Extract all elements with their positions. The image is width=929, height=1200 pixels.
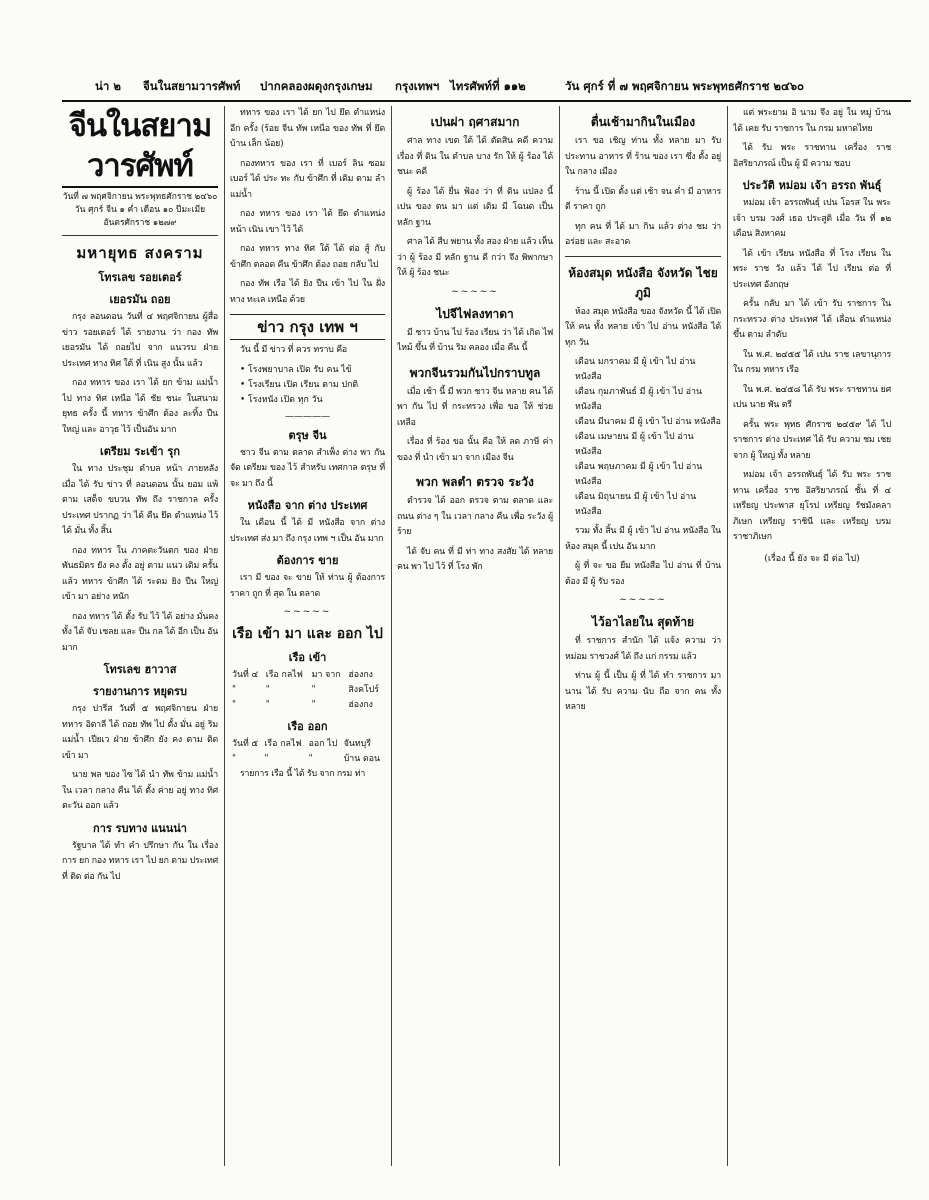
article-paragraph: กอง ทัพ เรือ ได้ ยิง ปืน เข้า ไป ใน ฝั่ง ทาง ทะเล เหนือ ด้วย <box>230 279 385 305</box>
list-item: เดือน มกราคม มี ผู้ เข้า ไป อ่าน หนังสือ <box>575 357 696 382</box>
article-paragraph: ชาว จีน ตาม ตลาด สำเพ็ง ต่าง พา กัน จัด เตรียม ของ ไว้ สำหรับ เทศกาล ตรุษ ที่ จะ มา ถึง นี้ <box>230 447 385 489</box>
header-rule <box>62 100 911 102</box>
article-paragraph: ทุก คน ที่ ได้ มา กิน แล้ว ต่าง ชม ว่า อร่อย และ สะอาด <box>565 221 721 247</box>
article-paragraph: หม่อม เจ้า อรรถพันธุ์ ได้ รับ พระ ราชทาน เครื่อง ราช อิสริยาภรณ์ ชั้น ที่ ๔ เหรียญ ประพาส ยุโรป เหรียญ รัชมังคลาภิเษก เหรียญ ราชินี และ เหรียญ บรม ราชาภิเษก <box>733 470 891 542</box>
article-paragraph: ผู้ ร้อง ได้ ยื่น ฟ้อง ว่า ที่ ดิน แปลง นี้ เปน ของ ตน มา แต่ เดิม มี โฉนด เป็น หลัก ฐาน <box>397 186 553 228</box>
article-paragraph: ได้ จับ คน ที่ มี ท่า ทาง สงสัย ได้ หลาย คน พา ไป ไว้ ที่ โรง พัก <box>397 546 553 572</box>
plan-headline: การ รบทาง แนนน่า <box>93 821 187 835</box>
foreign-mail-headline: หนังสือ จาก ต่าง ประเทศ <box>247 499 368 512</box>
list-item: • โรงหนัง เปิด ทุก วัน <box>240 394 323 405</box>
list-item: • โรงพยาบาล เปิด รับ คน ไข้ <box>240 364 352 375</box>
article-paragraph: ครั้น พระ พุทธ ศักราช ๒๔๕๙ ได้ ไป ราชการ ต่าง ประเทศ ได้ รับ ความ ชม เชย จาก ผู้ ใหญ่ ทั้ง หลาย <box>733 419 891 461</box>
ornament-divider: ~~~~~ <box>619 595 667 605</box>
article-paragraph: ได้ รับ พระ ราชทาน เครื่อง ราช อิสริยาภรณ์ เป็น ผู้ มี ความ ชอบ <box>733 143 891 169</box>
column-divider <box>391 106 392 1166</box>
column-3 <box>397 106 553 1171</box>
table-row: " " " บ้าน ดอน <box>232 754 381 764</box>
article-paragraph: วัน นี้ มี ข่าว ที่ ควร ทราบ คือ <box>240 345 347 355</box>
article-paragraph: ได้ เข้า เรียน หนังสือ ที่ โรง เรียน ใน พระ ราช วัง แล้ว ได้ ไป เรียน ต่อ ที่ ประเทศ อังกฤษ <box>733 248 891 290</box>
article-paragraph: ศาล ได้ สืบ พยาน ทั้ง สอง ฝ่าย แล้ว เห็น ว่า ผู้ ร้อง มี หลัก ฐาน ดี กว่า จึง พิพากษา ให้ ผู้ ร้อง ชนะ <box>397 237 553 278</box>
article-paragraph: ศาล ทาง เขต ใต้ ได้ ตัดสิน คดี ความ เรื่อง ที่ ดิน ใน ตำบล บาง รัก ให้ ผู้ ร้อง ได้ ชนะ คดี <box>397 136 553 177</box>
column-4 <box>565 106 721 1171</box>
issue-year: อันตรศักราช ๑๒๗๙ <box>103 218 177 228</box>
war-headline: มหายุทธ สงคราม <box>76 244 204 262</box>
library-headline: ห้องสมุด หนังสือ จังหวัด ไชยภูมิ <box>568 265 718 300</box>
biography-headline: ประวัติ หม่อม เจ้า อรรถ พันธุ์ <box>742 179 882 192</box>
fire-headline: ไปจีไฟลงทาดา <box>436 306 514 321</box>
table-row: " " " สิงคโปร์ <box>232 685 379 695</box>
header-date: วัน ศุกร์ ที่ ๗ พฤศจิกายน พระพุทธศักราช ๒๔๖๐ <box>565 79 805 93</box>
header-paper-name: จีนในสยามวารศัพท์ <box>143 79 241 93</box>
bangkok-news-list <box>230 363 385 408</box>
article-paragraph: ร้าน นี้ เปิด ตั้ง แต่ เช้า จน ค่ำ มี อาหาร ดี ราคา ถูก <box>565 186 721 212</box>
article-paragraph: รวม ทั้ง สิ้น มี ผู้ เข้า ไป อ่าน หนังสือ ใน ห้อง สมุด นี้ เปน อัน มาก <box>565 526 721 552</box>
article-paragraph: กรุง ปารีส วันที่ ๕ พฤศจิกายน ฝ่าย ทหาร อิตาลี ได้ ถอย ทัพ ไป ตั้ง มั่น อยู่ ริม แม่น้ำ เปียเว ฝ่าย ข้าศึก ยัง คง ตาม ติด เข้า มา <box>62 704 218 761</box>
table-row: วันที่ ๕ เรือ กลไฟ ออก ไป จันทบุรี <box>232 739 371 749</box>
ships-out-label: เรือ ออก <box>287 720 328 733</box>
divider <box>565 256 721 257</box>
article-paragraph: ใน พ.ศ. ๒๔๕๘ ได้ รับ พระ ราชทาน ยศ เปน นาย พัน ตรี <box>733 384 891 410</box>
article-paragraph: กอง ทหาร ได้ ตั้ง รับ ไว้ ได้ อย่าง มั่นคง ทั้ง ได้ จับ เชลย และ ปืน กล ได้ อีก เป็น อัน มาก <box>62 611 218 653</box>
article-paragraph: ครั้น กลับ มา ได้ เข้า รับ ราชการ ใน กระทรวง ต่าง ประเทศ ได้ เลื่อน ตำแหน่ง ขึ้น ตาม ลำดับ <box>733 299 891 340</box>
table-row: วันที่ ๔ เรือ กลไฟ มา จาก ฮ่องกง <box>232 670 373 680</box>
article-paragraph: แต่ พระยาม อิ นาม จึง อยู่ ใน หมู่ บ้าน ได้ เคย รับ ราชการ ใน กรม มหาดไทย <box>733 108 891 134</box>
masthead: จีนในสยามวารศัพท์ <box>62 106 218 188</box>
article-paragraph: กอง ทหาร ใน ภาคตะวันตก ของ ฝ่าย พันธมิตร ยัง คง ตั้ง อยู่ ตาม แนว เดิม ครั้น แล้ว ทหาร ข้าศึก ได้ ระดม ยิง ปืน ใหญ่ เข้า มา อย่าง หนัก <box>62 545 218 602</box>
article-paragraph: ที่ ราชการ สำนัก ได้ แจ้ง ความ ว่า หม่อม ราชวงศ์ ได้ ถึง แก่ กรรม แล้ว <box>565 636 721 662</box>
header-city: กรุงเทพฯ <box>395 79 440 93</box>
page-header <box>95 78 899 100</box>
article-paragraph: กอง ทหาร ของ เรา ได้ ยก ข้าม แม่น้ำ ไป ทาง ทิศ เหนือ ได้ ชัย ชนะ ในสนาม ยุทธ ครั้ง นี้ ทหาร ข้าศึก ต้อง ละทิ้ง ปืน ใหญ่ และ อาวุธ ไว้ เป็นอัน มาก <box>62 378 218 435</box>
article-paragraph: มี ชาว บ้าน ไป ร้อง เรียน ว่า ได้ เกิด ไฟ ไหม้ ขึ้น ที่ บ้าน ริม คลอง เมื่อ คืน นี้ <box>397 327 553 353</box>
article-paragraph: ใน เดือน นี้ ได้ มี หนังสือ จาก ต่าง ประเทศ ส่ง มา ถึง กรุง เทพ ฯ เป็น อัน มาก <box>230 518 385 544</box>
header-phone: ไทรศัพท์ที่ ๑๑๒ <box>450 79 526 93</box>
retreat-headline: เตรียม ระเข้า รุก <box>99 445 180 458</box>
article-paragraph: กอง ทหาร ของ เรา ได้ ยึด ตำแหน่ง หน้า เนิน เขา ไว้ ได้ <box>230 209 385 235</box>
ships-out-table <box>230 737 385 767</box>
article-paragraph: รายการ เรือ นี้ ได้ รับ จาก กรม ท่า <box>240 769 366 779</box>
list-item: เดือน มีนาคม มี ผู้ เข้า ไป อ่าน หนังสือ <box>575 417 721 427</box>
article-paragraph: กองทหาร ของ เรา ที่ เบอร์ ลิน ซอมเบอร์ ได้ ประ ทะ กับ ข้าศึก ที่ เดิม ตาม ลำ แม่น้ำ <box>230 158 385 200</box>
war-source: โทรเลข รอยเตอร์ <box>98 271 182 284</box>
article-paragraph: กอง ทหาร ทาง ทิศ ใต้ ได้ ต่อ สู้ กับ ข้าศึก ตลอด คืน ข้าศึก ต้อง ถอย กลับ ไป <box>230 244 385 270</box>
restaurant-headline: ตื่นเช้ามากินในเมือง <box>590 115 696 129</box>
article-paragraph: ผู้ ที่ จะ ขอ ยืม หนังสือ ไป อ่าน ที่ บ้าน ต้อง มี ผู้ รับ รอง <box>565 561 721 587</box>
article-paragraph: ใน พ.ศ. ๒๔๕๕ ได้ เปน ราช เลขานุการ ใน กรม ทหาร เรือ <box>733 349 891 375</box>
library-visits-list <box>565 355 721 520</box>
sales-headline: ต้องการ ขาย <box>276 554 339 567</box>
column-divider <box>559 106 560 1166</box>
bangkok-news-headline: ข่าว กรุง เทพ ฯ <box>230 314 385 340</box>
italy-headline: รายงานการ หยุดรบ <box>93 685 187 698</box>
chinese-petition-headline: พวกจีนรวมกันไปกราบทูล <box>409 365 541 380</box>
court-headline: เปนผ่า ฤศาสมาก <box>430 115 520 129</box>
article-paragraph: ตำรวจ ได้ ออก ตรวจ ตาม ตลาด และ ถนน ต่าง ๆ ใน เวลา กลาง คืน เพื่อ ระวัง ผู้ ร้าย <box>397 496 553 537</box>
list-item: • โรงเรียน เปิด เรียน ตาม ปกติ <box>240 379 359 390</box>
article-paragraph: กรุง ลอนดอน วันที่ ๔ พฤศจิกายน ผู้สื่อข่าว รอยเตอร์ ได้ รายงาน ว่า กอง ทัพ เยอรมัน ได้ ถอยไป จาก แนวรบ ฝ่าย ประเทศ ทาง ทิศ ใต้ ที่ เนิน สูง นั้น แล้ว <box>62 312 218 369</box>
shipping-headline: เรือ เข้า มา และ ออก ไป <box>232 626 383 642</box>
italy-source: โทรเลข ฮาวาส <box>103 663 177 676</box>
table-row: " " " ฮ่องกง <box>232 700 373 710</box>
article-paragraph: เรา ขอ เชิญ ท่าน ทั้ง หลาย มา รับ ประทาน อาหาร ที่ ร้าน ของ เรา ซึ่ง ตั้ง อยู่ ใน กลาง เมือง <box>565 136 721 177</box>
column-2 <box>230 106 385 1171</box>
ornament-divider: ~~~~~ <box>451 286 499 297</box>
list-item: เดือน เมษายน มี ผู้ เข้า ไป อ่าน หนังสือ <box>575 432 694 457</box>
obituary-headline: ไว้อาไลยใน สุดท้าย <box>591 615 695 629</box>
page-number: น่า ๒ <box>95 79 121 93</box>
article-paragraph: เรา มี ของ จะ ขาย ให้ ท่าน ผู้ ต้องการ ราคา ถูก ที่ สุด ใน ตลาด <box>230 573 385 599</box>
divider: ————— <box>285 411 330 422</box>
war-subhead: เยอรมัน ถอย <box>109 293 171 306</box>
police-headline: พวก พลตำ ตรวจ ระวัง <box>416 475 534 489</box>
article-paragraph: รัฐบาล ได้ ทำ คำ ปรึกษา กัน ใน เรื่อง การ ยก กอง ทหาร เรา ไป ยก ตาม ประเทศ ที่ ติด ต่อ กัน ไป <box>62 840 218 882</box>
article-paragraph: ใน ทาง ประชุม ตำบล หน้า ภายหลัง เมื่อ ได้ รับ ข่าว ที่ ลอนดอน นั้น ยอม แพ้ ตาม เสด็จ ขบวน ทัพ ถึง ราชกาล ครั้ง ประเทศ ปรากฏ ว่า ได้ คืน ยึด ตำแหน่ง ไว้ ได้ มั่น ทั้ง สิ้น <box>62 464 218 536</box>
article-paragraph: นาย พล ของ ไซ ได้ นำ ทัพ ข้าม แม่น้ำ ใน เวลา กลาง คืน ได้ ตั้ง ค่าย อยู่ ทาง ทิศ ตะวัน ออก แล้ว <box>62 770 218 811</box>
ornament-divider: ~~~~~ <box>283 607 332 617</box>
header-press: ปากคลองผดุงกรุงเกษม <box>260 79 373 93</box>
issue-date: วันที่ ๗ พฤศจิกายน พระพุทธศักราช ๒๔๖๐ <box>62 192 218 202</box>
continued-note: (เรื่อง นี้ ยัง จะ มี ต่อ ไป) <box>764 553 860 564</box>
article-paragraph: เมื่อ เช้า นี้ มี พวก ชาว จีน หลาย คน ได้ พา กัน ไป ที่ กระทรวง เพื่อ ขอ ให้ ช่วย เหลือ <box>397 386 553 428</box>
article-paragraph: ท่าน ผู้ นี้ เป็น ผู้ ที่ ได้ ทำ ราชการ มา นาน ได้ รับ ความ นับ ถือ จาก คน ทั้ง หลาย <box>565 671 721 712</box>
market-headline: ตรุษ จีน <box>288 428 327 442</box>
ships-in-table <box>230 668 385 713</box>
article-paragraph: เรื่อง ที่ ร้อง ขอ นั้น คือ ให้ ลด ภาษี ค่า ของ ที่ นำ เข้า มา จาก เมือง จีน <box>397 437 553 463</box>
article-paragraph: หม่อม เจ้า อรรถพันธุ์ เปน โอรส ใน พระ เจ้า บรม วงศ์ เธอ ประสูติ เมื่อ วัน ที่ ๑๒ เดือน สิงหาคม <box>733 198 891 239</box>
list-item: เดือน พฤษภาคม มี ผู้ เข้า ไป อ่าน หนังสือ <box>575 462 703 487</box>
issue-detail: วัน ศุกร์ จีน ๑ ค่ำ เดือน ๑๐ ปีมะเมีย <box>74 205 206 215</box>
ships-in-label: เรือ เข้า <box>288 651 327 664</box>
list-item: เดือน กุมภาพันธ์ มี ผู้ เข้า ไป อ่าน หนังสือ <box>575 387 702 412</box>
column-divider <box>727 106 728 1166</box>
column-1 <box>62 106 218 1171</box>
column-divider <box>224 106 225 1166</box>
divider <box>62 235 218 236</box>
article-paragraph: ห้อง สมุด หนังสือ ของ จังหวัด นี้ ได้ เปิด ให้ คน ทั้ง หลาย เข้า ไป อ่าน หนังสือ ได้ ทุก วัน <box>565 306 721 348</box>
column-5 <box>733 106 891 1171</box>
article-paragraph: ทหาร ของ เรา ได้ ยก ไป ยึด ตำแหน่ง อีก ครั้ง (ร้อย จีน ทัพ เหนือ ของ ทัพ ที่ ยึด บ้าน เล็ก น้อย) <box>230 108 385 149</box>
list-item: เดือน มิถุนายน มี ผู้ เข้า ไป อ่าน หนังสือ <box>575 492 697 517</box>
